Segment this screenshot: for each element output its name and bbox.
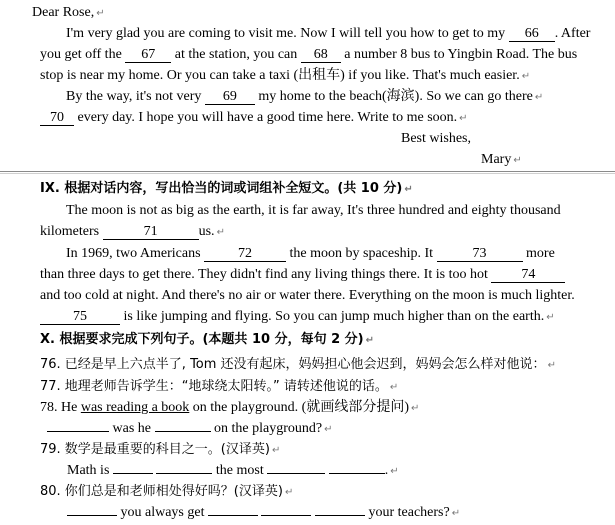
letter-line-1: I'm very glad you are coming to visit me. Now I will tell you how to get to my 66 . After bbox=[66, 26, 591, 41]
answer-80-blank-4[interactable] bbox=[315, 515, 365, 516]
answer-78-blank-1[interactable] bbox=[47, 431, 109, 432]
blank-72[interactable]: 72 bbox=[204, 246, 286, 262]
answer-79-blank-1[interactable] bbox=[113, 473, 153, 474]
blank-66[interactable]: 66 bbox=[509, 26, 555, 42]
letter-line-2: you get off the 67 at the station, you can 68 a number 8 bus to Yingbin Road. The bus bbox=[40, 47, 578, 62]
passage-line-2: kilometers 71 us. ↵ bbox=[40, 224, 225, 239]
question-79-answer: Math is the most . ↵ bbox=[67, 463, 399, 478]
blank-68[interactable]: 68 bbox=[301, 47, 341, 63]
blank-74[interactable]: 74 bbox=[491, 267, 565, 283]
blank-75[interactable]: 75 bbox=[40, 309, 120, 325]
question-78-answer: was he on the playground? ↵ bbox=[47, 420, 332, 439]
blank-67[interactable]: 67 bbox=[125, 47, 171, 63]
blank-71[interactable]: 71 bbox=[103, 224, 199, 240]
answer-80-blank-1[interactable] bbox=[67, 515, 117, 516]
section-divider bbox=[0, 171, 615, 172]
answer-80-blank-2[interactable] bbox=[208, 515, 258, 516]
passage-line-5: and too cold at night. And there's no air or water there. Everything on the moon is much lighter. bbox=[40, 288, 575, 303]
blank-70[interactable]: 70 bbox=[40, 110, 74, 126]
letter-line-5: 70 every day. I hope you will have a good time here. Write to me soon. ↵ bbox=[40, 109, 468, 128]
section-10-title: X. 根据要求完成下列句子。(本题共 10 分，每句 2 分) ↵ bbox=[40, 332, 375, 347]
question-80-answer: you always get your teachers? ↵ bbox=[67, 504, 460, 523]
section-9-title: IX. 根据对话内容，写出恰当的词或词组补全短文。(共 10 分) ↵ bbox=[40, 181, 413, 196]
letter-signature: Mary ↵ bbox=[481, 152, 522, 167]
question-76: 76. 已经是早上六点半了, Tom 还没有起床，妈妈担心他会迟到，妈妈会怎么样对他说： ↵ bbox=[40, 357, 556, 372]
question-78: 78. He was reading a book on the playground. (就画线部分提问) ↵ bbox=[40, 400, 420, 415]
answer-78-blank-2[interactable] bbox=[155, 431, 211, 432]
letter-line-3: stop is near my home. Or you can take a taxi (出租车) if you like. That's much easier. ↵ bbox=[40, 68, 531, 83]
passage-line-6: 75 is like jumping and flying. So you can jump much higher than on the earth. ↵ bbox=[40, 308, 555, 327]
blank-73[interactable]: 73 bbox=[437, 246, 523, 262]
answer-79-blank-3[interactable] bbox=[267, 473, 325, 474]
letter-line-4: By the way, it's not very 69 my home to the beach(海滨). So we can go there ↵ bbox=[66, 89, 544, 104]
answer-80-blank-3[interactable] bbox=[261, 515, 311, 516]
question-80: 80. 你们总是和老师相处得好吗？(汉译英) ↵ bbox=[40, 484, 294, 499]
answer-79-blank-4[interactable] bbox=[329, 473, 385, 474]
answer-79-blank-2[interactable] bbox=[156, 473, 212, 474]
question-77: 77. 地理老师告诉学生：“地球绕太阳转。” 请转述他说的话。 ↵ bbox=[40, 379, 399, 394]
passage-line-1: The moon is not as big as the earth, it is far away, It's three hundred and eighty thousand bbox=[66, 203, 561, 218]
letter-closing: Best wishes, bbox=[401, 131, 471, 146]
question-79: 79. 数学是最重要的科目之一。(汉译英) ↵ bbox=[40, 442, 281, 457]
section-divider-shadow bbox=[0, 173, 615, 174]
blank-69[interactable]: 69 bbox=[205, 89, 255, 105]
passage-line-3: In 1969, two Americans 72 the moon by spaceship. It 73 more bbox=[66, 246, 555, 261]
letter-greeting: Dear Rose, ↵ bbox=[32, 5, 105, 20]
passage-line-4: than three days to get there. They didn't find any living things there. It is too hot 74 bbox=[40, 266, 565, 284]
